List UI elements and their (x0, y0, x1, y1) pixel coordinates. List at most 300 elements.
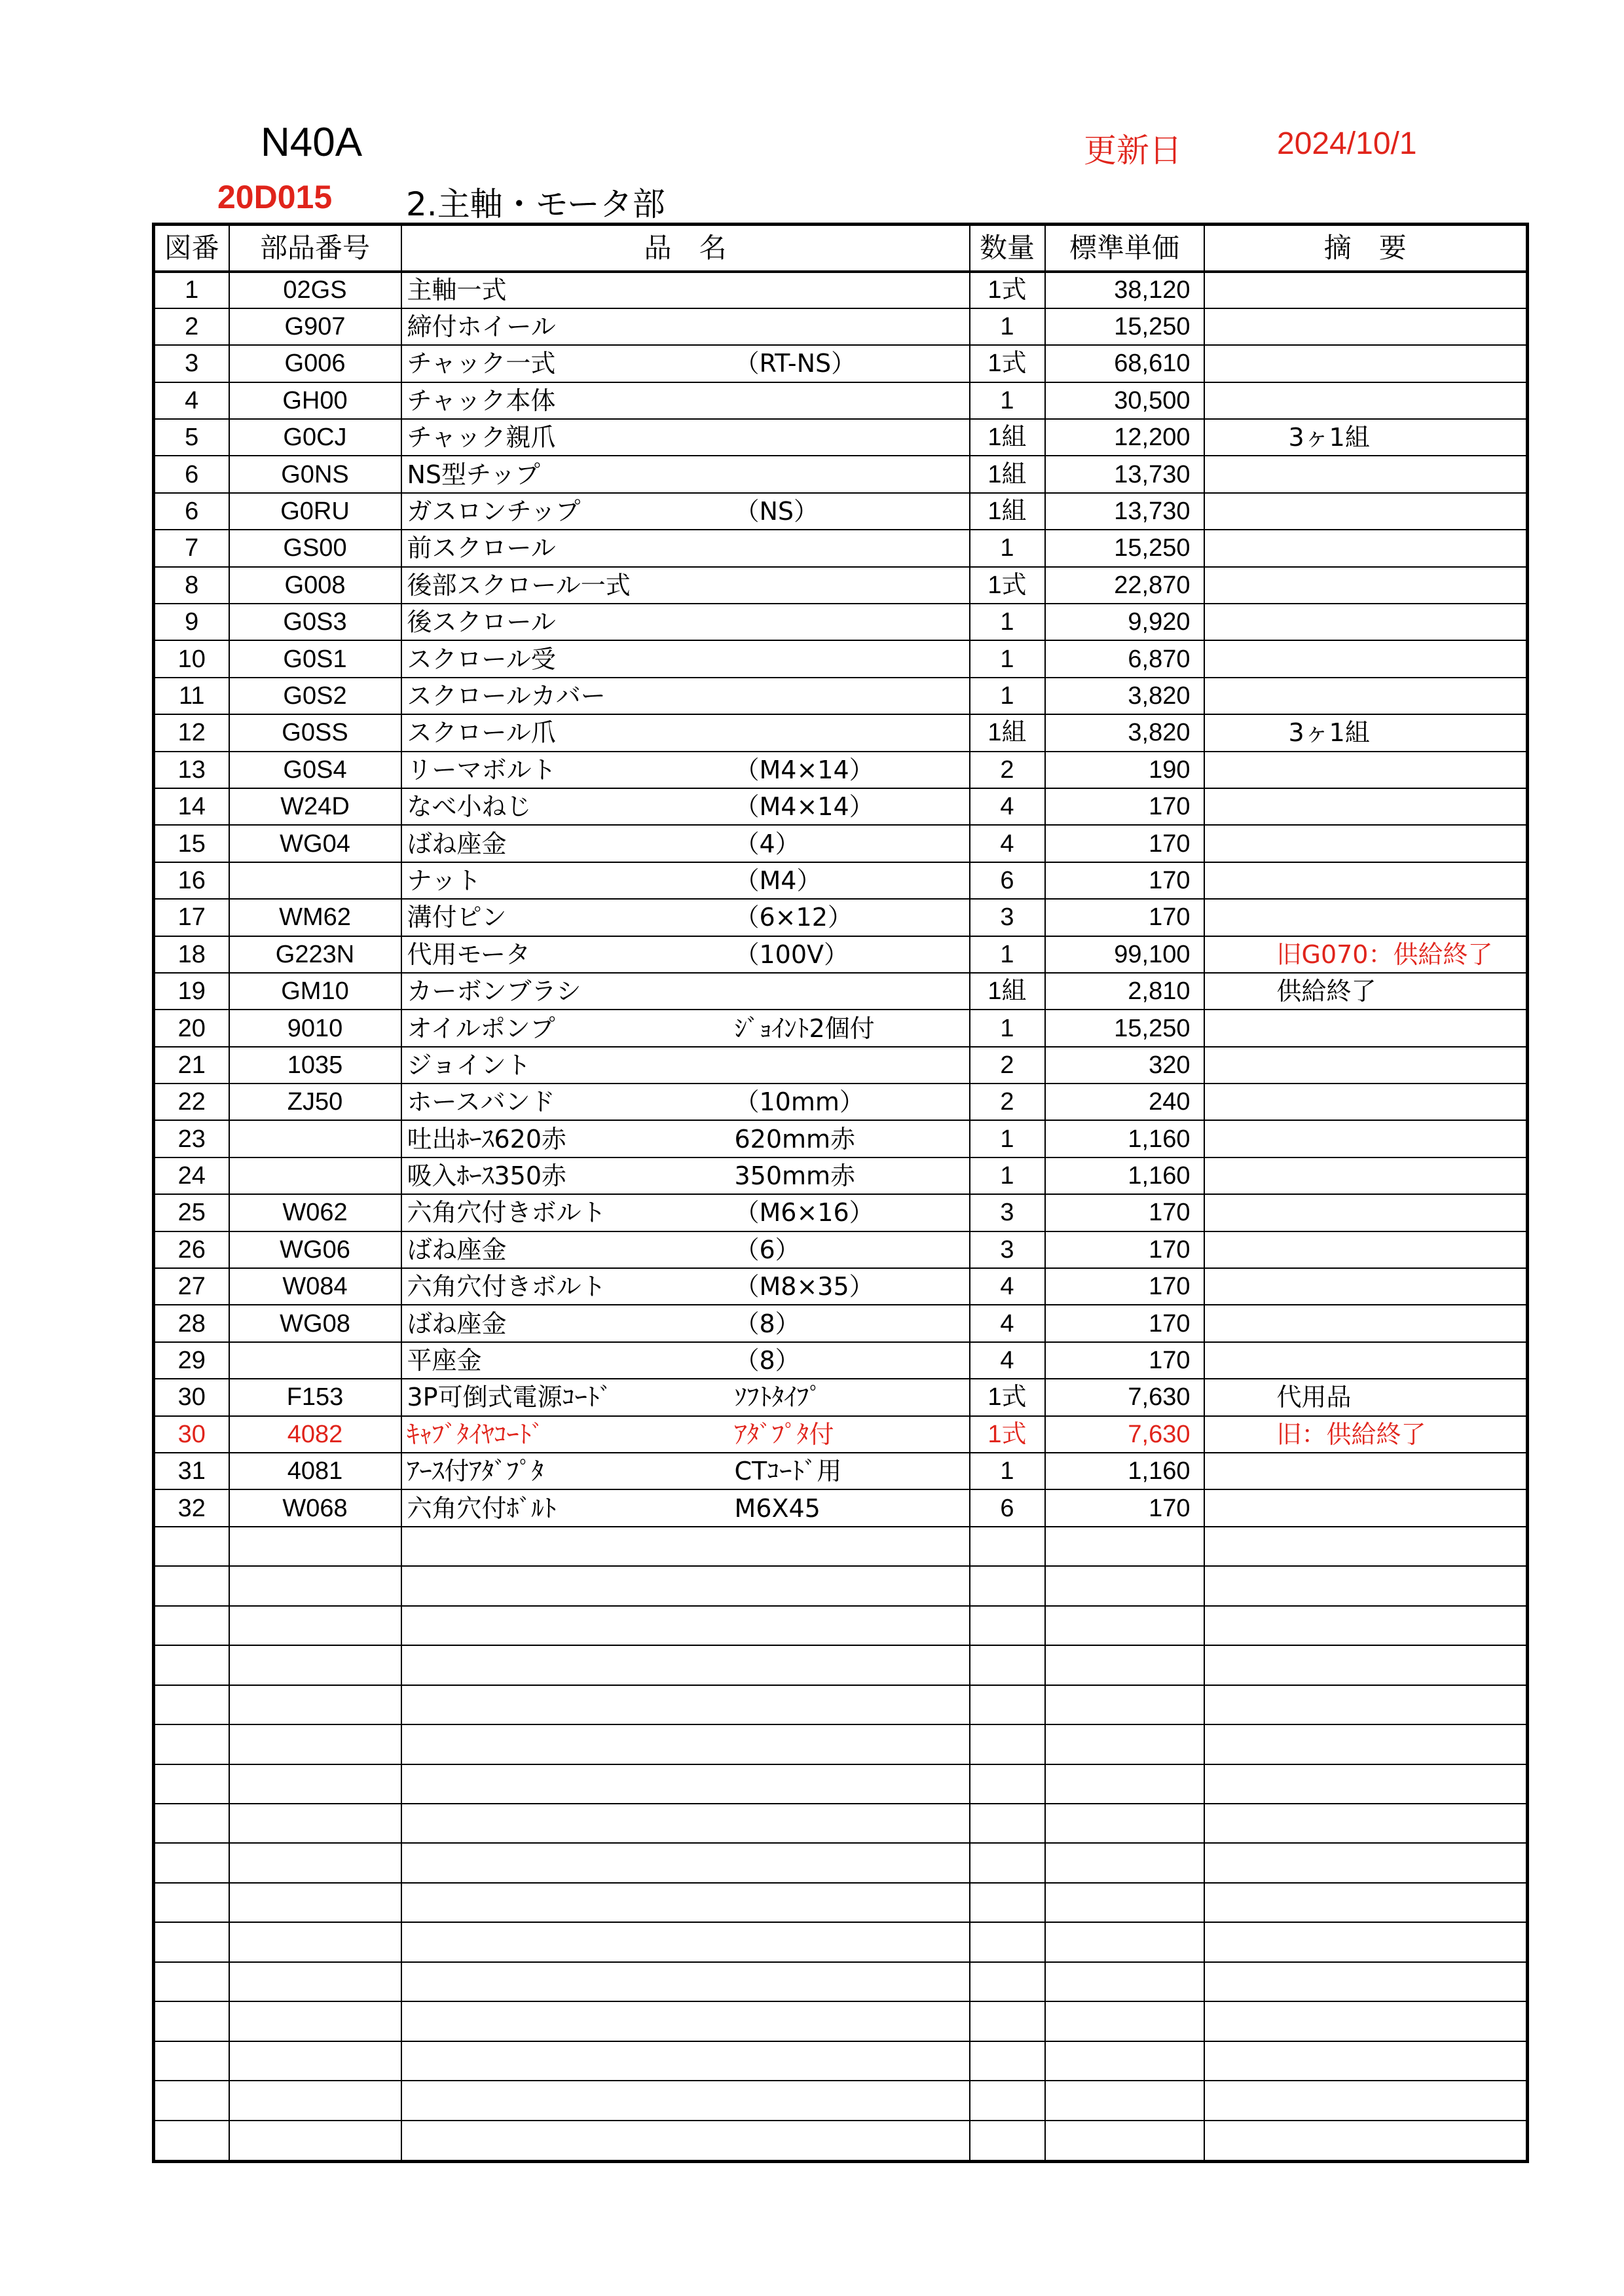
qty-cell: 1組 (970, 493, 1045, 530)
table-row (154, 456, 1528, 492)
model-name: N40A (261, 120, 363, 165)
empty-cell (970, 1843, 1045, 1882)
table-row (154, 640, 1528, 677)
table-row (154, 862, 1528, 899)
empty-cell (154, 1724, 229, 1764)
price-cell: 170 (1045, 1231, 1204, 1268)
remark-cell (1204, 640, 1528, 677)
empty-cell (1045, 1764, 1204, 1804)
price-cell: 1,160 (1045, 1453, 1204, 1489)
part-spec: （M4×14） (734, 792, 874, 822)
part-name: 後部スクロール一式 (407, 570, 631, 600)
price-cell: 170 (1045, 1268, 1204, 1305)
part-name: チャック一式 (407, 349, 556, 378)
empty-cell (401, 1804, 970, 1843)
price-cell: 170 (1045, 825, 1204, 862)
remark-cell: 供給終了 (1204, 973, 1528, 1010)
table-row (154, 825, 1528, 862)
empty-cell (401, 1962, 970, 2001)
part-spec: （8） (734, 1346, 800, 1376)
part-no-cell: GH00 (229, 382, 401, 419)
updated-date: 2024/10/1 (1277, 126, 1417, 161)
table-row (154, 345, 1528, 382)
empty-cell (154, 1645, 229, 1685)
part-name: 吐出ﾎｰｽ620赤 (407, 1124, 567, 1154)
empty-table-row (154, 1764, 1528, 1804)
table-row (154, 1047, 1528, 1084)
empty-cell (970, 1962, 1045, 2001)
table-row (154, 567, 1528, 604)
qty-cell: 4 (970, 1342, 1045, 1379)
fig-no-cell: 10 (154, 640, 229, 677)
col-header-price: 標準単価 (1045, 225, 1204, 272)
empty-cell (1204, 2001, 1528, 2041)
part-no-cell: 4081 (229, 1453, 401, 1489)
empty-cell (229, 1922, 401, 1961)
part-no-cell: G008 (229, 567, 401, 604)
empty-cell (229, 2081, 401, 2120)
table-row (154, 419, 1528, 456)
part-name: NS型チップ (407, 460, 540, 489)
fig-no-cell: 14 (154, 788, 229, 825)
empty-cell (970, 2001, 1045, 2041)
price-cell: 68,610 (1045, 345, 1204, 382)
part-spec: M6X45 (734, 1493, 821, 1523)
empty-cell (401, 1883, 970, 1922)
remark-cell (1204, 382, 1528, 419)
part-name: 3P可倒式電源ｺｰﾄﾞ (407, 1383, 612, 1412)
empty-cell (229, 1724, 401, 1764)
name-cell (401, 1305, 970, 1341)
empty-cell (1204, 1685, 1528, 1724)
empty-table-row (154, 1606, 1528, 1645)
table-row (154, 752, 1528, 788)
part-name: 六角穴付きボルト (407, 1272, 606, 1302)
empty-cell (1045, 1843, 1204, 1882)
fig-no-cell: 9 (154, 604, 229, 640)
remark-cell (1204, 604, 1528, 640)
empty-cell (229, 2121, 401, 2162)
empty-cell (229, 1566, 401, 1605)
fig-no-cell: 12 (154, 714, 229, 751)
qty-cell: 1組 (970, 456, 1045, 492)
part-spec: 620mm赤 (734, 1124, 856, 1154)
empty-cell (1204, 2081, 1528, 2120)
part-no-cell: G0NS (229, 456, 401, 492)
part-no-cell: G0S1 (229, 640, 401, 677)
empty-table-row (154, 1566, 1528, 1605)
empty-cell (1204, 1606, 1528, 1645)
qty-cell: 1 (970, 678, 1045, 714)
price-cell: 3,820 (1045, 714, 1204, 751)
table-row (154, 530, 1528, 566)
table-row (154, 1489, 1528, 1526)
part-no-cell: W084 (229, 1268, 401, 1305)
part-spec: （NS） (734, 497, 819, 526)
remark-cell (1204, 1268, 1528, 1305)
part-no-cell (229, 862, 401, 899)
price-cell: 7,630 (1045, 1416, 1204, 1453)
empty-cell (1045, 2001, 1204, 2041)
name-cell (401, 456, 970, 492)
part-no-cell: W24D (229, 788, 401, 825)
empty-cell (1045, 1922, 1204, 1961)
part-no-cell: G0RU (229, 493, 401, 530)
section-title: 2.主軸・モータ部 (406, 185, 665, 223)
part-no-cell: G223N (229, 936, 401, 973)
name-cell (401, 1416, 970, 1453)
updated-label: 更新日 (1084, 132, 1182, 170)
empty-table-row (154, 1922, 1528, 1961)
empty-cell (1045, 2041, 1204, 2081)
price-cell: 6,870 (1045, 640, 1204, 677)
empty-cell (1204, 2121, 1528, 2162)
qty-cell: 1 (970, 1010, 1045, 1046)
part-name: スクロール爪 (407, 718, 556, 748)
empty-table-row (154, 1962, 1528, 2001)
col-header-fig-no: 図番 (154, 225, 229, 272)
price-cell: 170 (1045, 1305, 1204, 1341)
empty-cell (1045, 1883, 1204, 1922)
empty-cell (1045, 1724, 1204, 1764)
empty-table-row (154, 1685, 1528, 1724)
empty-cell (1204, 1724, 1528, 1764)
part-spec: （M8×35） (734, 1272, 874, 1302)
qty-cell: 6 (970, 1489, 1045, 1526)
name-cell (401, 1231, 970, 1268)
empty-cell (970, 1922, 1045, 1961)
name-cell (401, 1047, 970, 1084)
empty-table-row (154, 1527, 1528, 1566)
part-spec: （M4×14） (734, 755, 874, 784)
empty-cell (970, 1645, 1045, 1685)
empty-cell (401, 1843, 970, 1882)
part-name: ばね座金 (407, 829, 507, 858)
qty-cell: 1組 (970, 419, 1045, 456)
qty-cell: 2 (970, 1084, 1045, 1120)
price-cell: 30,500 (1045, 382, 1204, 419)
empty-cell (401, 1606, 970, 1645)
empty-cell (401, 1922, 970, 1961)
price-cell: 15,250 (1045, 530, 1204, 566)
part-no-cell: WG04 (229, 825, 401, 862)
remark-cell: 旧G070：供給終了 (1204, 936, 1528, 973)
empty-cell (229, 1804, 401, 1843)
empty-cell (1204, 1645, 1528, 1685)
remark-cell (1204, 1084, 1528, 1120)
document-code: 20D015 (217, 179, 333, 215)
name-cell (401, 678, 970, 714)
fig-no-cell: 25 (154, 1194, 229, 1231)
part-spec: ｼﾞｮｲﾝﾄ2個付 (734, 1013, 875, 1043)
part-no-cell: 9010 (229, 1010, 401, 1046)
empty-cell (229, 1527, 401, 1566)
fig-no-cell: 31 (154, 1453, 229, 1489)
qty-cell: 6 (970, 862, 1045, 899)
empty-cell (970, 1606, 1045, 1645)
col-header-qty: 数量 (970, 225, 1045, 272)
part-no-cell (229, 1157, 401, 1194)
part-name: チャック本体 (407, 386, 556, 415)
part-spec: （RT-NS） (734, 349, 857, 378)
empty-table-row (154, 1645, 1528, 1685)
table-row (154, 604, 1528, 640)
table-row (154, 678, 1528, 714)
part-spec: （M6×16） (734, 1198, 874, 1228)
empty-cell (970, 1764, 1045, 1804)
empty-cell (1204, 1922, 1528, 1961)
remark-cell (1204, 1010, 1528, 1046)
price-cell: 170 (1045, 1489, 1204, 1526)
fig-no-cell: 6 (154, 456, 229, 492)
qty-cell: 3 (970, 1231, 1045, 1268)
part-name: ばね座金 (407, 1235, 507, 1264)
part-name: ジョイント (407, 1050, 531, 1080)
part-no-cell: G0S2 (229, 678, 401, 714)
empty-cell (1045, 1685, 1204, 1724)
name-cell (401, 1453, 970, 1489)
price-cell: 1,160 (1045, 1120, 1204, 1157)
part-no-cell: GM10 (229, 973, 401, 1010)
part-spec: （10mm） (734, 1087, 864, 1117)
part-name: 前スクロール (407, 534, 556, 563)
empty-cell (154, 1764, 229, 1804)
name-cell (401, 1268, 970, 1305)
name-cell (401, 714, 970, 751)
name-cell (401, 1342, 970, 1379)
part-name: 六角穴付きボルト (407, 1198, 606, 1228)
qty-cell: 4 (970, 825, 1045, 862)
part-no-cell: G0CJ (229, 419, 401, 456)
fig-no-cell: 4 (154, 382, 229, 419)
empty-cell (401, 2001, 970, 2041)
part-no-cell: G006 (229, 345, 401, 382)
fig-no-cell: 3 (154, 345, 229, 382)
empty-cell (1045, 1566, 1204, 1605)
qty-cell: 1式 (970, 345, 1045, 382)
table-row (154, 714, 1528, 751)
part-name: オイルポンプ (407, 1013, 555, 1043)
price-cell: 15,250 (1045, 308, 1204, 345)
table-row (154, 1084, 1528, 1120)
price-cell: 1,160 (1045, 1157, 1204, 1194)
empty-cell (970, 1804, 1045, 1843)
table-row (154, 1416, 1528, 1453)
fig-no-cell: 29 (154, 1342, 229, 1379)
fig-no-cell: 13 (154, 752, 229, 788)
qty-cell: 1式 (970, 1416, 1045, 1453)
part-no-cell: W068 (229, 1489, 401, 1526)
remark-cell (1204, 1047, 1528, 1084)
fig-no-cell: 6 (154, 493, 229, 530)
empty-cell (401, 2081, 970, 2120)
price-cell: 9,920 (1045, 604, 1204, 640)
name-cell (401, 936, 970, 973)
fig-no-cell: 2 (154, 308, 229, 345)
qty-cell: 1 (970, 936, 1045, 973)
table-row (154, 1342, 1528, 1379)
empty-cell (970, 1566, 1045, 1605)
name-cell (401, 862, 970, 899)
remark-cell (1204, 345, 1528, 382)
table-row (154, 1379, 1528, 1415)
fig-no-cell: 5 (154, 419, 229, 456)
name-cell (401, 1194, 970, 1231)
part-name: 主軸一式 (407, 276, 507, 305)
price-cell: 7,630 (1045, 1379, 1204, 1415)
remark-cell (1204, 456, 1528, 492)
empty-table-row (154, 2121, 1528, 2162)
name-cell (401, 493, 970, 530)
price-cell: 2,810 (1045, 973, 1204, 1010)
part-name: カーボンブラシ (407, 977, 581, 1006)
remark-cell (1204, 825, 1528, 862)
table-row (154, 1120, 1528, 1157)
part-spec: （100V） (734, 939, 849, 969)
remark-cell (1204, 1489, 1528, 1526)
price-cell: 190 (1045, 752, 1204, 788)
part-no-cell: G0S4 (229, 752, 401, 788)
part-name: なべ小ねじ (407, 792, 532, 822)
qty-cell: 1組 (970, 973, 1045, 1010)
col-header-part-no: 部品番号 (229, 225, 401, 272)
empty-cell (970, 1883, 1045, 1922)
name-cell (401, 973, 970, 1010)
empty-cell (154, 1566, 229, 1605)
empty-cell (1204, 1883, 1528, 1922)
empty-cell (229, 1606, 401, 1645)
part-name: ばね座金 (407, 1309, 507, 1338)
table-row (154, 788, 1528, 825)
qty-cell: 4 (970, 1268, 1045, 1305)
empty-cell (1045, 1527, 1204, 1566)
qty-cell: 1式 (970, 1379, 1045, 1415)
empty-table-row (154, 2081, 1528, 2120)
part-no-cell: ZJ50 (229, 1084, 401, 1120)
empty-cell (1204, 1804, 1528, 1843)
empty-cell (229, 1883, 401, 1922)
fig-no-cell: 30 (154, 1416, 229, 1453)
empty-cell (401, 2041, 970, 2081)
empty-cell (154, 2081, 229, 2120)
fig-no-cell: 32 (154, 1489, 229, 1526)
part-no-cell (229, 1342, 401, 1379)
empty-table-row (154, 2041, 1528, 2081)
remark-cell: 代用品 (1204, 1379, 1528, 1415)
part-no-cell (229, 1120, 401, 1157)
part-name: 六角穴付ﾎﾞﾙﾄ (407, 1493, 557, 1523)
part-no-cell: G0S3 (229, 604, 401, 640)
part-name: 吸入ﾎｰｽ350赤 (407, 1161, 567, 1191)
part-no-cell: WM62 (229, 899, 401, 936)
empty-table-row (154, 1883, 1528, 1922)
empty-cell (401, 1566, 970, 1605)
part-spec: 350mm赤 (734, 1161, 856, 1191)
empty-cell (229, 1962, 401, 2001)
qty-cell: 4 (970, 788, 1045, 825)
empty-cell (1204, 1566, 1528, 1605)
fig-no-cell: 24 (154, 1157, 229, 1194)
part-no-cell: 1035 (229, 1047, 401, 1084)
qty-cell: 3 (970, 899, 1045, 936)
qty-cell: 1式 (970, 567, 1045, 604)
remark-cell (1204, 1453, 1528, 1489)
empty-cell (154, 1843, 229, 1882)
empty-cell (229, 1645, 401, 1685)
qty-cell: 1 (970, 382, 1045, 419)
fig-no-cell: 28 (154, 1305, 229, 1341)
table-row (154, 382, 1528, 419)
empty-cell (401, 2121, 970, 2162)
name-cell (401, 752, 970, 788)
part-name: リーマボルト (407, 755, 557, 784)
name-cell (401, 1120, 970, 1157)
remark-cell (1204, 752, 1528, 788)
qty-cell: 1組 (970, 714, 1045, 751)
remark-cell (1204, 308, 1528, 345)
remark-cell: 3ヶ1組 (1204, 714, 1528, 751)
empty-cell (401, 1645, 970, 1685)
part-name: 溝付ピン (407, 903, 507, 932)
fig-no-cell: 22 (154, 1084, 229, 1120)
empty-cell (970, 1685, 1045, 1724)
empty-cell (1045, 1962, 1204, 2001)
price-cell: 170 (1045, 1342, 1204, 1379)
name-cell (401, 640, 970, 677)
part-name: ガスロンチップ (407, 497, 581, 526)
table-row (154, 1231, 1528, 1268)
part-name: スクロール受 (407, 644, 556, 674)
remark-cell (1204, 1157, 1528, 1194)
fig-no-cell: 17 (154, 899, 229, 936)
table-row (154, 272, 1528, 308)
name-cell (401, 788, 970, 825)
name-cell (401, 419, 970, 456)
empty-table-row (154, 1843, 1528, 1882)
empty-cell (1204, 1962, 1528, 2001)
table-row (154, 1453, 1528, 1489)
fig-no-cell: 23 (154, 1120, 229, 1157)
table-row (154, 899, 1528, 936)
table-row (154, 1268, 1528, 1305)
empty-cell (154, 1804, 229, 1843)
empty-cell (970, 1527, 1045, 1566)
qty-cell: 1 (970, 1120, 1045, 1157)
name-cell (401, 308, 970, 345)
name-cell (401, 1084, 970, 1120)
qty-cell: 4 (970, 1305, 1045, 1341)
part-spec: ｱﾀﾞﾌﾟﾀ付 (734, 1419, 834, 1449)
remark-cell (1204, 788, 1528, 825)
empty-cell (1045, 2081, 1204, 2120)
fig-no-cell: 11 (154, 678, 229, 714)
qty-cell: 3 (970, 1194, 1045, 1231)
table-header-row (154, 225, 1528, 272)
fig-no-cell: 7 (154, 530, 229, 566)
name-cell (401, 345, 970, 382)
empty-cell (401, 1527, 970, 1566)
empty-cell (154, 1962, 229, 2001)
name-cell (401, 382, 970, 419)
empty-table-row (154, 1724, 1528, 1764)
qty-cell: 1 (970, 530, 1045, 566)
empty-cell (970, 2121, 1045, 2162)
name-cell (401, 825, 970, 862)
qty-cell: 1 (970, 1453, 1045, 1489)
part-name: 締付ホイール (407, 312, 556, 342)
remark-cell (1204, 493, 1528, 530)
part-name: 代用モータ (407, 939, 530, 969)
